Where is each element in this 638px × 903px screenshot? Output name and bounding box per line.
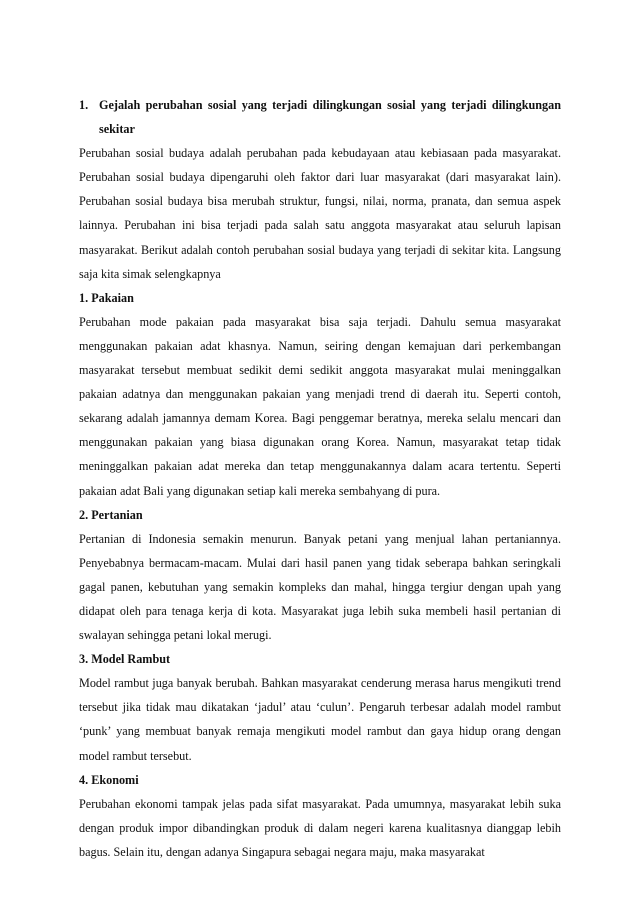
section-heading-model-rambut: 3. Model Rambut — [79, 652, 171, 667]
section-text-pertanian: Pertanian di Indonesia semakin menurun. Banyak petani yang menjual lahan pertaniannya. Penyebabnya bermacam-macam. Mulai dari hasil panen yang tidak seberapa bahkan seringkali gagal panen, kebutuhan yang semakin kompleks dan mahal, hingga tergiur dengan upah yang didapat oleh para tenaga kerja di kota. Masyarakat juga lebih suka membeli hasil pertanian di swalayan sehingga petani lokal merugi. — [79, 531, 561, 643]
main-heading-number: 1. — [79, 98, 89, 112]
section-heading-pakaian: 1. Pakaian — [79, 290, 134, 305]
section-text-pakaian: Perubahan mode pakaian pada masyarakat bisa saja terjadi. Dahulu semua masyarakat menggunakan pakaian adat khasnya. Namun, seiring dengan kemajuan dari perkembangan masyarakat tersebut membuat sedikit demi sedikit anggota masyarakat mulai meninggalkan pakaian adatnya dan menggunakan pakaian yang menjadi trend di daerah itu. Seperti contoh, sekarang adalah jamannya demam Korea. Bagi penggemar beratnya, mereka selalu mencari dan menggunakan pakaian yang biasa digunakan orang Korea. Namun, masyarakat tetap tidak meninggalkan pakaian adat mereka dan tetap menggunakannya dalam acara tertentu. Seperti pakaian adat Bali yang digunakan setiap kali mereka sembahyang di pura. — [79, 314, 561, 498]
section-text-model-rambut: Model rambut juga banyak berubah. Bahkan masyarakat cenderung merasa harus mengikuti trend tersebut jika tidak mau dikatakan ‘jadul’ atau ‘culun’. Pengaruh terbesar adalah model rambut ‘punk’ yang membuat banyak remaja mengikuti model rambut dan gaya hidup orang dengan model rambut tersebut. — [79, 676, 561, 763]
main-heading-text: Gejalah perubahan sosial yang terjadi dilingkungan sosial yang terjadi dilingkungan sekitar — [99, 98, 561, 137]
main-heading — [79, 93, 561, 141]
section-heading-ekonomi: 4. Ekonomi — [79, 772, 139, 787]
section-heading-pertanian: 2. Pertanian — [79, 507, 143, 522]
section-text-ekonomi: Perubahan ekonomi tampak jelas pada sifat masyarakat. Pada umumnya, masyarakat lebih suka dengan produk impor dibandingkan produk di dalam negeri karena kualitasnya dianggap lebih bagus. Selain itu, dengan adanya Singapura sebagai negara maju, maka masyarakat — [79, 796, 561, 859]
document-body — [79, 93, 561, 864]
intro-paragraph: Perubahan sosial budaya adalah perubahan pada kebudayaan atau kebiasaan pada masyarakat. Perubahan sosial budaya dipengaruhi oleh faktor dari luar masyarakat (dari masyarakat lain). Perubahan sosial budaya bisa merubah struktur, fungsi, nilai, norma, pranata, dan semua aspek lainnya. Perubahan ini bisa terjadi pada salah satu anggota masyarakat atau seluruh lapisan masyarakat. Berikut adalah contoh perubahan sosial budaya yang terjadi di sekitar kita. Langsung saja kita simak selengkapnya — [79, 146, 561, 281]
